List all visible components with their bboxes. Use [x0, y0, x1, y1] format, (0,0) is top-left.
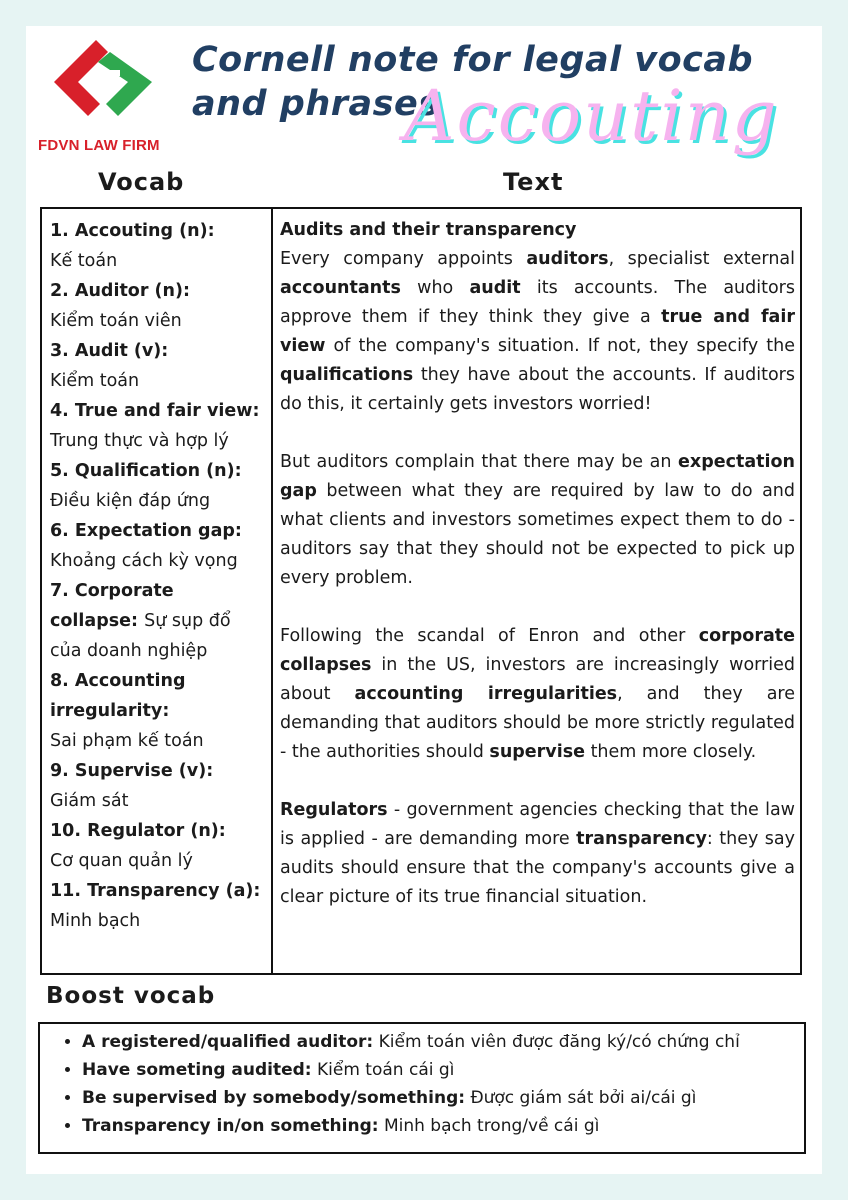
text-run: Following the scandal of Enron and other	[280, 626, 699, 646]
vocab-meaning: Sự sụp đổ của doanh nghiệp	[50, 611, 231, 661]
boost-box	[38, 1022, 806, 1154]
vocab-meaning: Cơ quan quản lý	[50, 851, 193, 871]
key-term: auditors	[526, 249, 609, 269]
vocab-term: 7. Corporate collapse:	[50, 581, 174, 631]
text-run: - government agencies checking that the law is applied - are demanding more	[280, 800, 795, 849]
boost-meaning: Minh bạch trong/về cái gì	[378, 1116, 600, 1136]
text-run: , specialist external	[608, 249, 795, 269]
column-divider	[271, 209, 273, 973]
key-term: transparency	[576, 829, 707, 849]
vocab-column-heading: Vocab	[98, 168, 185, 196]
vocab-item	[50, 876, 266, 936]
firm-logo-icon	[48, 36, 158, 116]
key-term: qualifications	[280, 365, 414, 385]
vocab-term: 3. Audit (v):	[50, 341, 169, 361]
text-run: they have about the accounts. If auditors do this, it certainly gets investors worried!	[280, 365, 795, 414]
boost-meaning: Kiểm toán viên được đăng ký/có chứng chỉ	[373, 1032, 740, 1052]
vocab-item	[50, 336, 266, 396]
cornell-table	[40, 207, 802, 975]
vocab-meaning: Kiểm toán viên	[50, 311, 182, 331]
vocab-item	[50, 666, 266, 756]
key-term: accounting irregularities	[354, 684, 618, 704]
text-run: But auditors complain that there may be an	[280, 452, 679, 472]
boost-phrase: A registered/qualified auditor:	[82, 1032, 374, 1052]
text-paragraph	[280, 622, 795, 767]
key-term: expectation gap	[280, 452, 795, 501]
key-term: accountants	[280, 278, 401, 298]
text-run: , and they are demanding that auditors should be more strictly regulated - the authorities should	[280, 684, 796, 762]
vocab-item	[50, 576, 266, 666]
vocab-meaning: Kiểm toán	[50, 371, 140, 391]
vocab-item	[50, 396, 266, 456]
key-term: audit	[469, 278, 521, 298]
text-run: who	[400, 278, 470, 298]
firm-name: FDVN LAW FIRM	[38, 137, 160, 154]
text-heading: Audits and their transparency	[280, 220, 577, 240]
vocab-term: 8. Accounting irregularity:	[50, 671, 186, 721]
vocab-item	[50, 756, 266, 816]
text-paragraphs	[280, 245, 795, 912]
boost-phrase: Have someting audited:	[82, 1060, 312, 1080]
boost-phrase: Transparency in/on something:	[82, 1116, 379, 1136]
vocab-term: 1. Accouting (n):	[50, 221, 215, 241]
text-run: : they say audits should ensure that the company's accounts give a clear picture of its true financial situation.	[280, 829, 795, 907]
vocab-meaning: Kế toán	[50, 251, 118, 271]
boost-list	[40, 1028, 804, 1140]
vocab-term: 11. Transparency (a):	[50, 881, 261, 901]
vocab-item	[50, 216, 266, 276]
text-column-heading: Text	[503, 168, 564, 196]
vocab-meaning: Sai phạm kế toán	[50, 731, 204, 751]
text-run: Every company appoints	[280, 249, 527, 269]
text-paragraph	[280, 796, 795, 912]
subject-title: Accouting	[404, 75, 779, 157]
text-run: in the US, investors are increasingly worried about	[280, 655, 795, 704]
key-term: true and fair view	[280, 307, 795, 356]
vocab-term: 6. Expectation gap:	[50, 521, 242, 541]
vocab-item	[50, 516, 266, 576]
boost-item	[82, 1028, 804, 1056]
vocab-item	[50, 276, 266, 336]
vocab-term: 4. True and fair view:	[50, 401, 260, 421]
boost-item	[82, 1112, 804, 1140]
vocab-term: 2. Auditor (n):	[50, 281, 191, 301]
boost-heading: Boost vocab	[46, 983, 216, 1009]
vocab-meaning: Điều kiện đáp ứng	[50, 491, 211, 511]
text-run: of the company's situation. If not, they specify the	[325, 336, 795, 356]
boost-item	[82, 1084, 804, 1112]
text-paragraph	[280, 245, 795, 419]
vocab-meaning: Minh bạch	[50, 911, 141, 931]
vocab-meaning: Khoảng cách kỳ vọng	[50, 551, 238, 571]
text-paragraph	[280, 448, 795, 593]
text-column	[280, 216, 795, 941]
key-term: corporate collapses	[280, 626, 795, 675]
vocab-term: 10. Regulator (n):	[50, 821, 226, 841]
page-title: Cornell note for legal vocab and phrases	[192, 40, 754, 124]
vocab-meaning: Trung thực và hợp lý	[50, 431, 229, 451]
vocab-item	[50, 456, 266, 516]
vocab-meaning: Giám sát	[50, 791, 129, 811]
vocab-term: 9. Supervise (v):	[50, 761, 214, 781]
boost-meaning: Kiểm toán cái gì	[311, 1060, 455, 1080]
boost-phrase: Be supervised by somebody/something:	[82, 1088, 466, 1108]
text-run: them more closely.	[585, 742, 757, 762]
vocab-list	[50, 216, 266, 936]
page	[26, 26, 822, 1174]
text-run: its accounts. The auditors approve them if they think they give a	[280, 278, 795, 327]
vocab-item	[50, 816, 266, 876]
text-run: between what they are required by law to do and what clients and investors sometimes expect them to do - auditors say that they should not be expected to pick up every problem.	[280, 481, 795, 588]
vocab-term: 5. Qualification (n):	[50, 461, 242, 481]
boost-meaning: Được giám sát bởi ai/cái gì	[465, 1088, 697, 1108]
key-term: Regulators	[280, 800, 388, 820]
boost-item	[82, 1056, 804, 1084]
key-term: supervise	[489, 742, 585, 762]
